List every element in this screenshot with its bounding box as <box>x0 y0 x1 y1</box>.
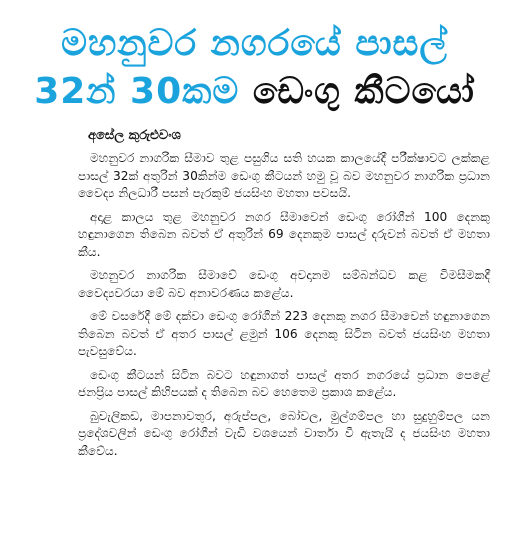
article-paragraph: මහනුවර නාගරික සීමාව තුළ පසුගිය සති හයක කාලයේදී පරීක්ෂාවට ලක්කළ පාසල් 32ක් අතුරින් 30කින්ම ඩෙංගු කීටයන් හමු වූ බව මහනුවර නාගරික ප්‍රධාන වෛද්‍ය නිලධාරී පසන් පැරකුම් ජයසිංහ මහතා පවසයි. <box>78 151 490 200</box>
article-paragraph: අදාළ කාලය තුළ මහනුවර නගර සීමාවෙන් ඩෙංගු රෝගීන් 100 දෙනකු හඳුනාගෙන තිබෙන බවත් ඒ අතුරින් 69 දෙනකුම පාසල් දරුවන් බවත් ඒ මහතා කීය. <box>78 209 490 259</box>
article-paragraph: මේ වසරේදී මේ දක්වා ඩෙංගු රෝගීන් 223 දෙනකු නගර සීමාවෙන් හඳුනාගෙන තිබෙන බවත් ඒ අතර පාසල් ළමුන් 106 දෙනකු සිටින බවත් ජයසිංහ මහතා පැවසුවේය. <box>78 309 490 358</box>
headline-line-1: මහනුවර නගරයේ පාසල් <box>61 23 448 64</box>
headline-line-2-highlight: 32න් 30කම <box>34 71 240 112</box>
headline <box>0 20 509 116</box>
author-byline: අසේල කුරුළුවංශ <box>88 128 181 143</box>
article-paragraph: මහනුවර නාගරික සීමාවේ ඩෙංගු අවදානම සම්බන්ධව කළ විමසීමකදී වෛද්‍යවරයා මේ බව අනාවරණය කළේය. <box>78 268 490 300</box>
headline-line-2-rest: ඩෙංගු කීටයෝ <box>252 71 475 112</box>
headline-line-2 <box>0 68 509 116</box>
article-paragraph: ඩෙංගු කීටයන් සිටින බවට හඳුනාගත් පාසල් අතර නගරයේ ප්‍රධාන පෙළේ ජනප්‍රිය පාසල් කිහිපයක් ද තිබෙන බව හෙතෙම ප්‍රකාශ කළේය. <box>78 367 490 399</box>
article-paragraph: බුවැලිකඩ, මාපනාවතුර, අරුප්පල, බෝවල, මුල්ගම්පල හා සුදුහුම්පල යන ප්‍රදේශවලින් ඩෙංගු රෝගීන් වැඩි වශයෙන් වාර්තා වී ඇතැයි ද ජයසිංහ මහතා කීවේය. <box>78 408 490 458</box>
article-body <box>78 150 490 466</box>
